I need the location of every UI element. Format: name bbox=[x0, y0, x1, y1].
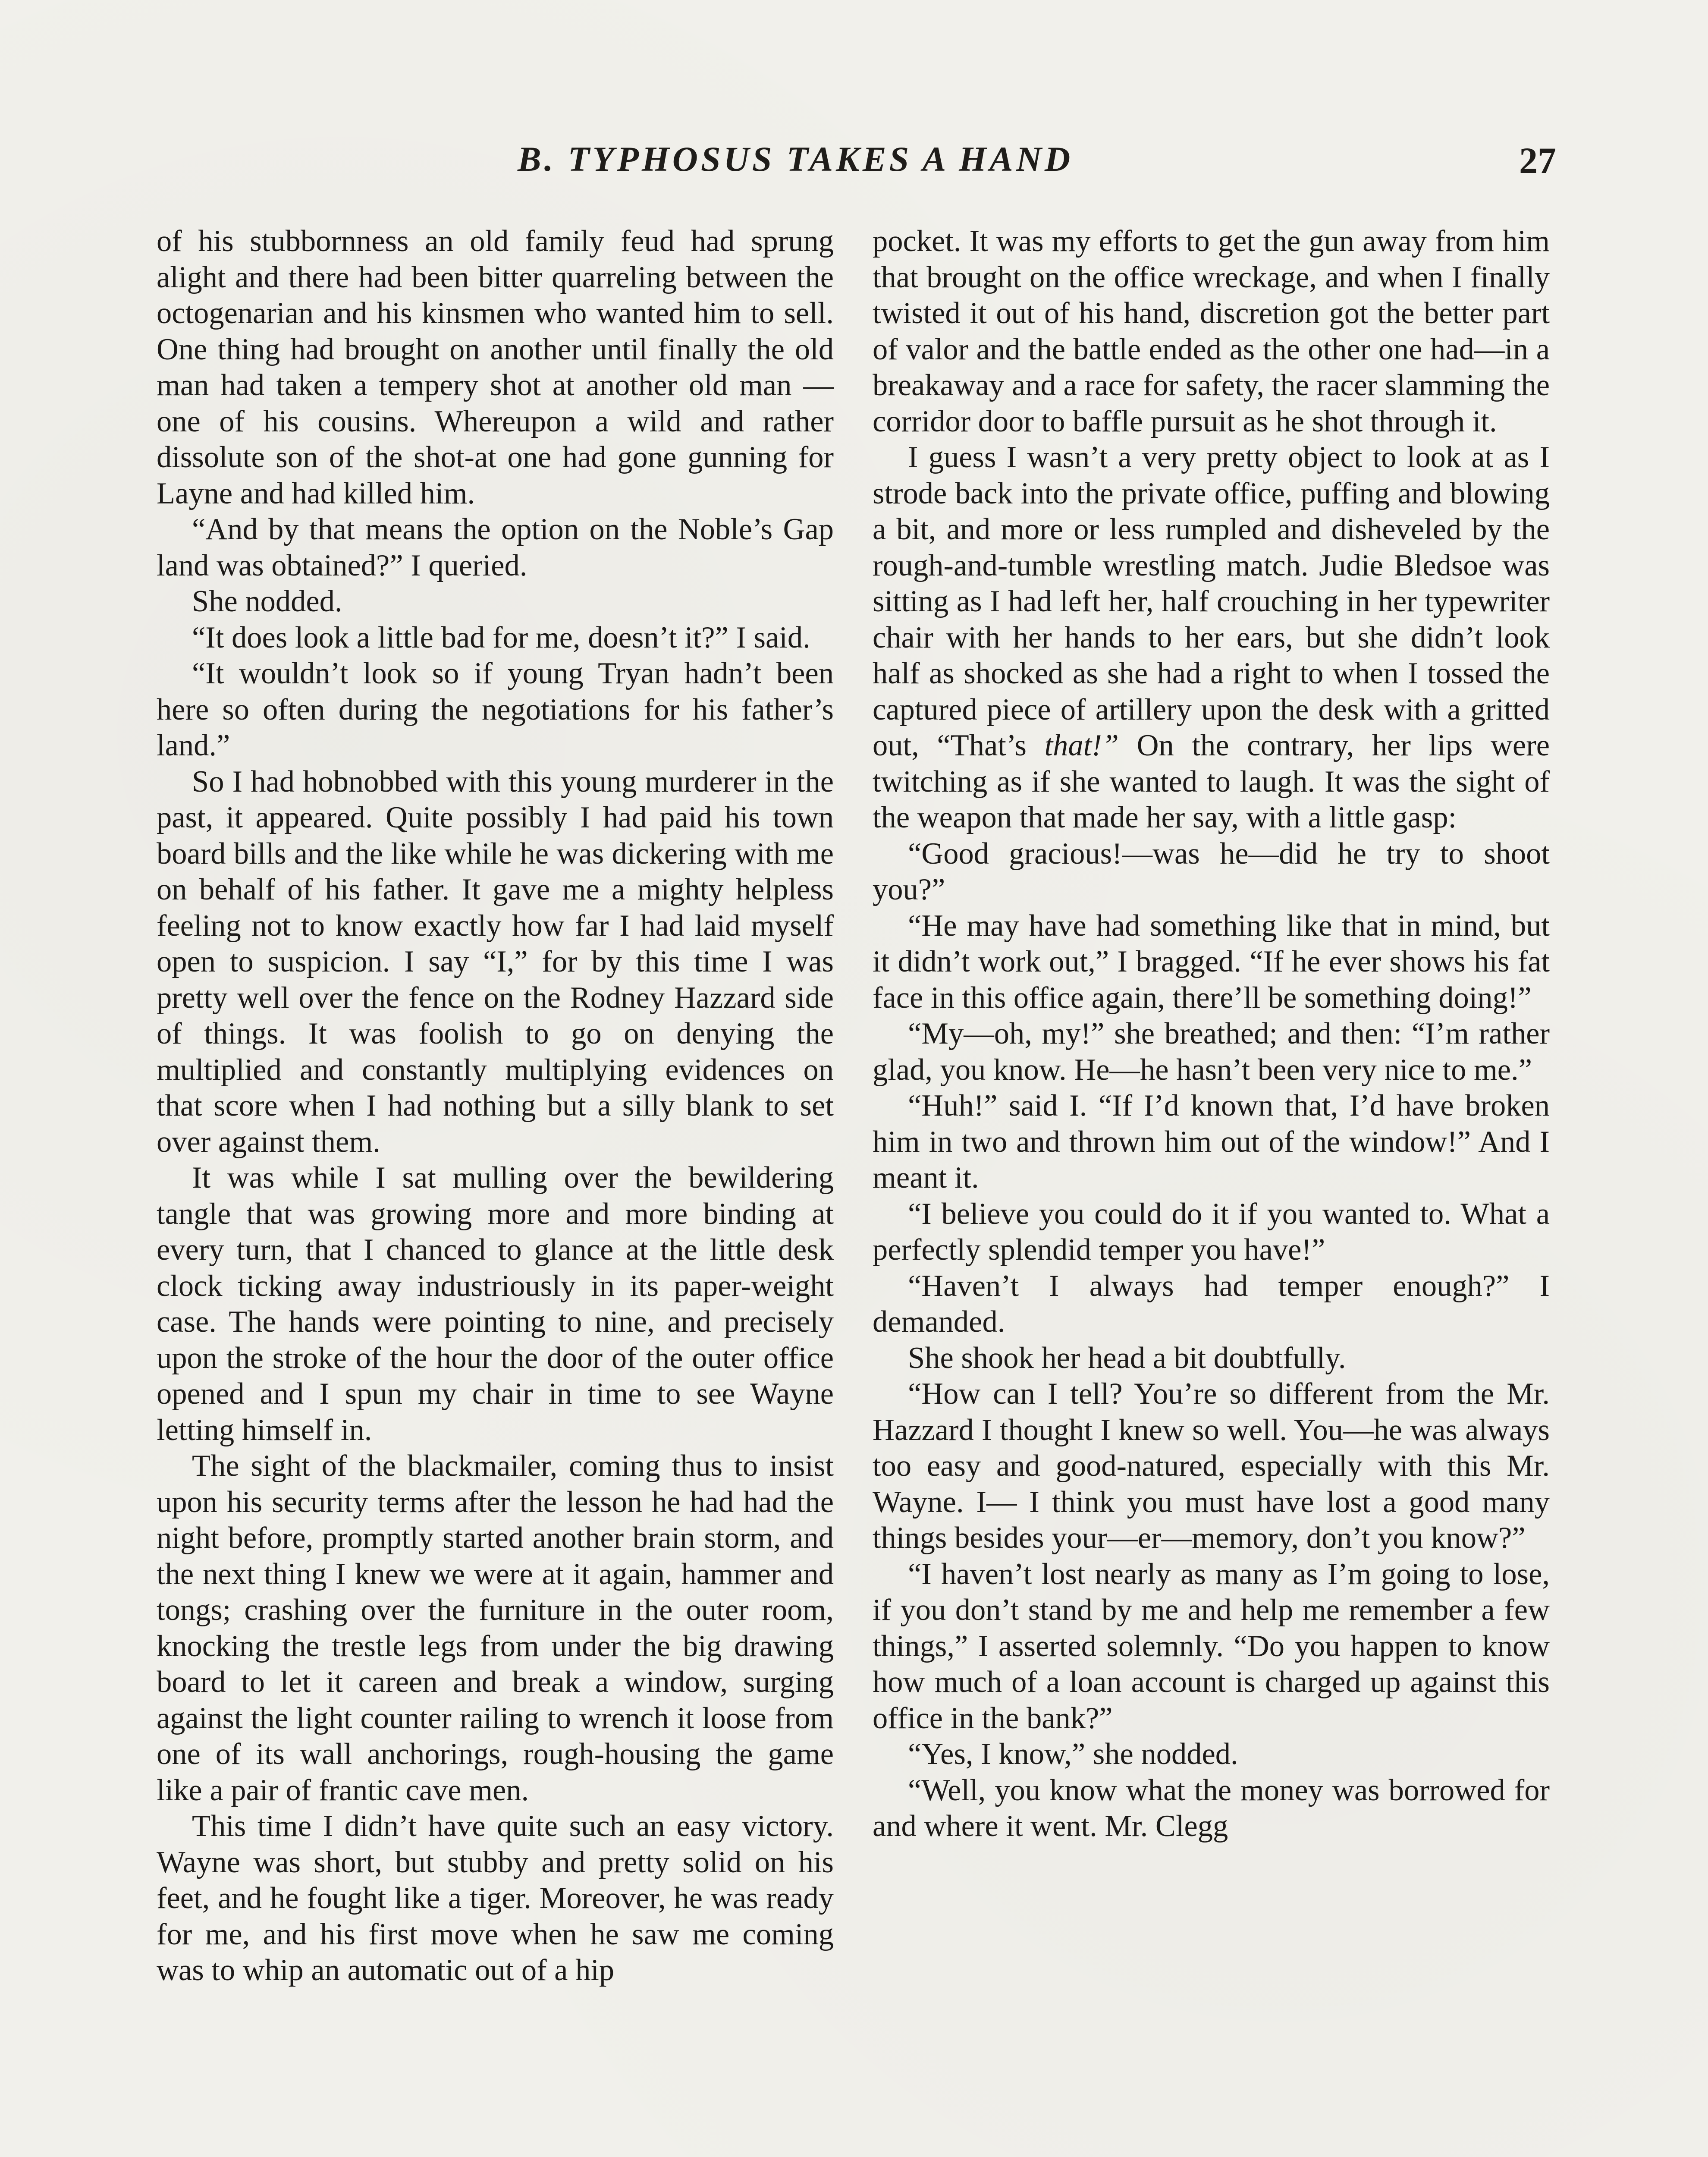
paragraph: “My—oh, my!” she breathed; and then: “I’m rather glad, you know. He—he hasn’t been very nice to me.” bbox=[873, 1017, 1550, 1087]
paragraph: “Good gracious!—was he—did he try to shoot you?” bbox=[873, 836, 1550, 906]
paragraph: “Haven’t I always had temper enough?” I demanded. bbox=[873, 1269, 1550, 1339]
left-text-column bbox=[157, 223, 834, 1989]
right-text-column bbox=[873, 223, 1550, 1845]
paragraph: It was while I sat mulling over the bewildering tangle that was growing more and more binding at every turn, that I chanced to glance at the little desk clock ticking away industriously in its paper-weight case. The hands were pointing to nine, and precisely upon the stroke of the hour the door of the outer office opened and I spun my chair in time to see Wayne letting himself in. bbox=[157, 1161, 834, 1447]
paragraph: “Yes, I know,” she nodded. bbox=[908, 1737, 1238, 1771]
paragraph: So I had hobnobbed with this young murderer in the past, it appeared. Quite possibly I had paid his town board bills and the like while he was dickering with me on behalf of his father. It gave me a mighty helpless feeling not to know exactly how far I had laid myself open to suspicion. I say “I,” for by this time I was pretty well over the fence on the Rodney Hazzard side of things. It was foolish to go on denying the multiplied and constantly multiplying evidences on that score when I had nothing but a silly blank to set over against them. bbox=[157, 764, 834, 1159]
paragraph: “I believe you could do it if you wanted to. What a perfectly splendid temper you have!” bbox=[873, 1197, 1550, 1267]
paragraph: “Huh!” said I. “If I’d known that, I’d have broken him in two and thrown him out of the window!” And I meant it. bbox=[873, 1089, 1550, 1195]
page-number: 27 bbox=[1519, 140, 1556, 181]
paragraph: “It wouldn’t look so if young Tryan hadn’t been here so often during the negotiations for his father’s land.” bbox=[157, 657, 834, 762]
paragraph: The sight of the blackmailer, coming thus to insist upon his security terms after the lesson he had had the night before, promptly started another brain storm, and the next thing I knew we were at it again, hammer and tongs; crashing over the furniture in the outer room, knocking the trestle legs from under the big drawing board to let it careen and break a window, surging against the light counter railing to wrench it loose from one of its wall anchorings, rough-housing the game like a pair of frantic cave men. bbox=[157, 1449, 834, 1807]
paragraph: She shook her head a bit doubtfully. bbox=[908, 1341, 1346, 1375]
paragraph: “It does look a little bad for me, doesn’t it?” I said. bbox=[192, 620, 810, 654]
paragraph: This time I didn’t have quite such an easy victory. Wayne was short, but stubby and pretty solid on his feet, and he fought like a tiger. Moreover, he was ready for me, and his first move when he saw me coming was to whip an automatic out of a hip bbox=[157, 1809, 834, 1987]
emphasis-text: that!” bbox=[1044, 729, 1119, 762]
paragraph: She nodded. bbox=[192, 585, 342, 618]
paragraph: pocket. It was my efforts to get the gun away from him that brought on the office wreckage, and when I finally twisted it out of his hand, discretion got the better part of valor and the battle ended as the other one had—in a breakaway and a race for safety, the racer slamming the corridor door to baffle pursuit as he shot through it. bbox=[873, 224, 1550, 438]
paragraph: of his stubbornness an old family feud had sprung alight and there had been bitter quarreling between the octogenarian and his kinsmen who wanted him to sell. One thing had brought on another until finally the old man had taken a tempery shot at another old man —one of his cousins. Whereupon a wild and rather dissolute son of the shot-at one had gone gunning for Layne and had killed him. bbox=[157, 224, 834, 510]
paragraph bbox=[873, 440, 1550, 836]
paragraph: “I haven’t lost nearly as many as I’m going to lose, if you don’t stand by me and help me remember a few things,” I asserted solemnly. “Do you happen to know how much of a loan account is charged up against this office in the bank?” bbox=[873, 1557, 1550, 1735]
paragraph-text: On the contrary, her lips were twitching as if she wanted to laugh. It was the sight of the weapon that made her say, with a little gasp: bbox=[873, 729, 1550, 834]
paragraph: “And by that means the option on the Noble’s Gap land was obtained?” I queried. bbox=[157, 513, 834, 582]
running-head-title: B. TYPHOSUS TAKES A HAND bbox=[518, 139, 1074, 179]
paragraph: “How can I tell? You’re so different from the Mr. Hazzard I thought I knew so well. You—he was always too easy and good-natured, especially with this Mr. Wayne. I— I think you must have lost a good many things besides your—er—memory, don’t you know?” bbox=[873, 1377, 1550, 1555]
paragraph: “Well, you know what the money was borrowed for and where it went. Mr. Clegg bbox=[873, 1773, 1550, 1843]
paragraph-text: I guess I wasn’t a very pretty object to look at as I strode back into the private office, puffing and blowing a bit, and more or less rumpled and disheveled by the rough-and-tumble wrestling match. Judie Bledsoe was sitting as I had left her, half crouching in her typewriter chair with her hands to her ears, but she didn’t look half as shocked as she had a right to when I tossed the captured piece of artillery upon the desk with a gritted out, “That’s bbox=[873, 440, 1550, 762]
paragraph: “He may have had something like that in mind, but it didn’t work out,” I bragged. “If he ever shows his fat face in this office again, there’ll be something doing!” bbox=[873, 909, 1550, 1015]
